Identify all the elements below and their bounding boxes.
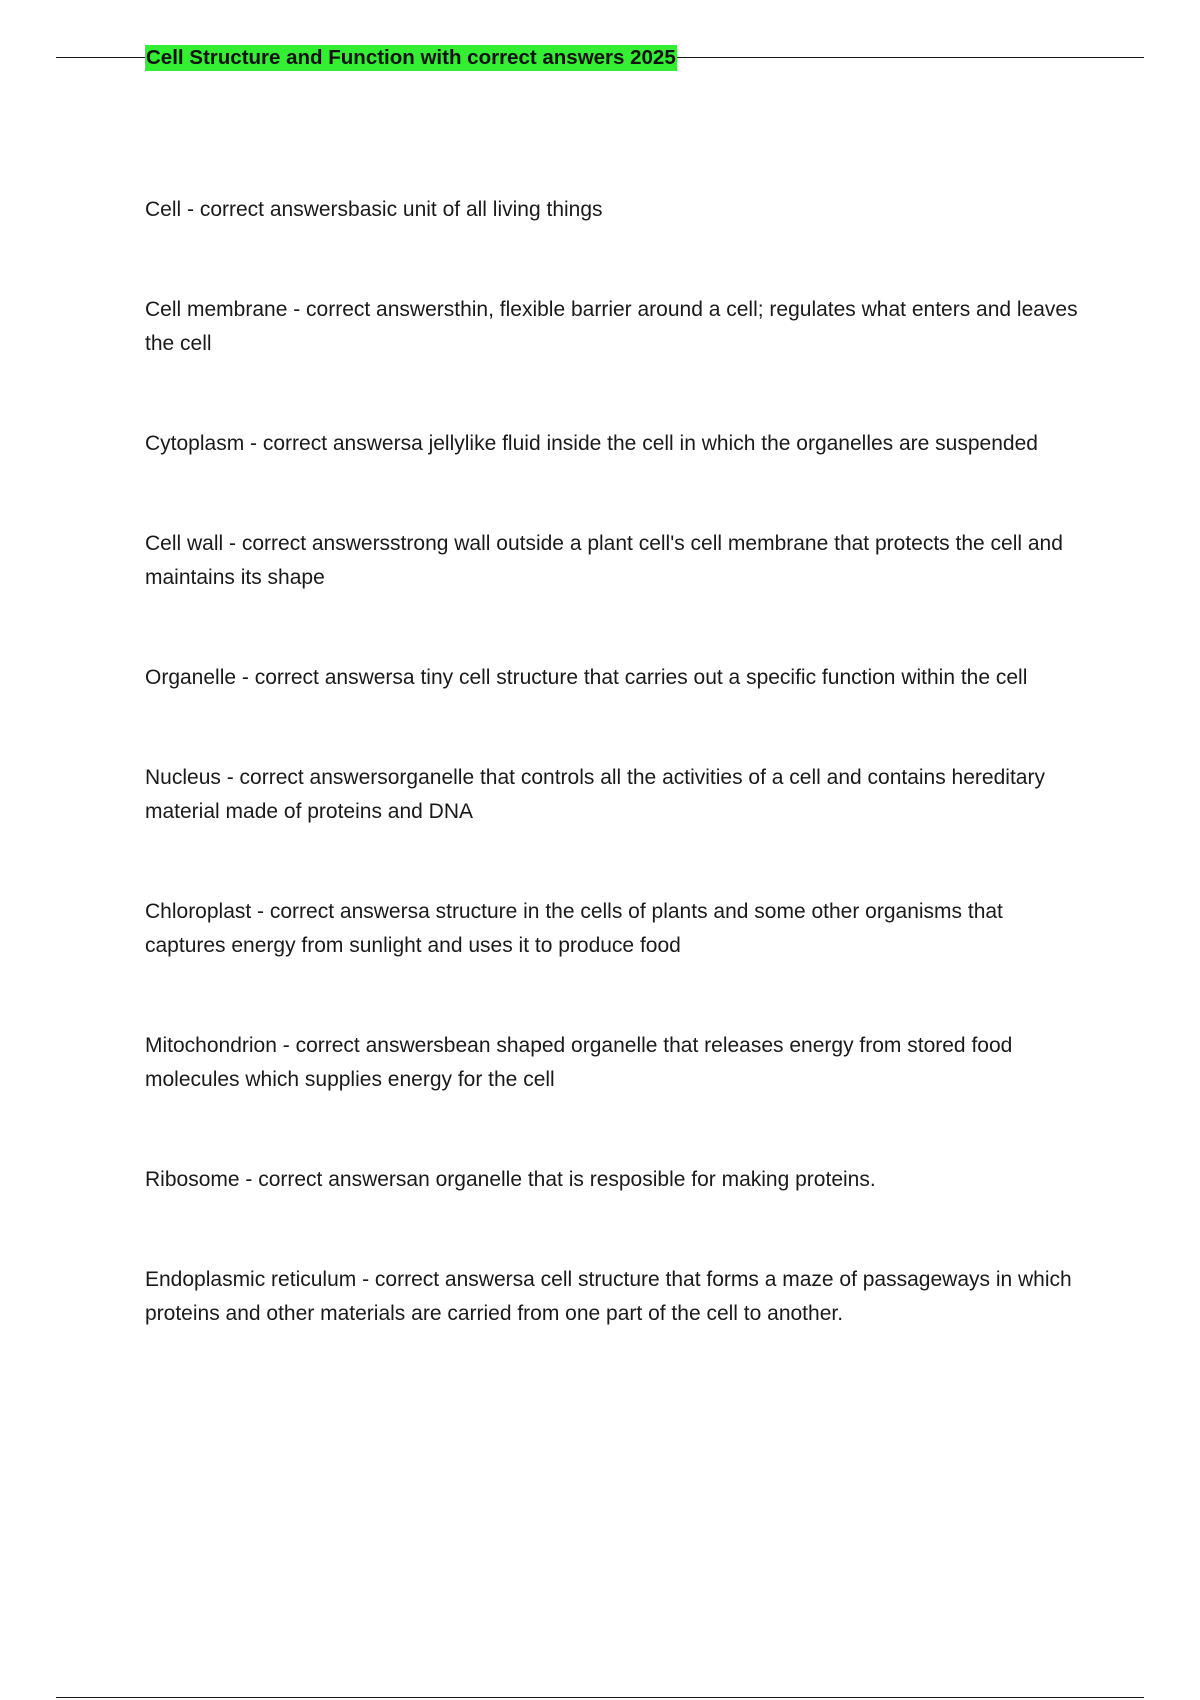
entry-ribosome: Ribosome - correct answersan organelle that is resposible for making proteins. (145, 1168, 876, 1191)
entry-endoplasmic-reticulum: Endoplasmic reticulum - correct answersa cell structure that forms a maze of passageways in which proteins and other materials are carried from one part of the cell to another. (145, 1268, 1072, 1325)
entry-list (145, 193, 1085, 1397)
entry-cytoplasm: Cytoplasm - correct answersa jellylike fluid inside the cell in which the organelles are suspended (145, 432, 1038, 455)
entry-cell: Cell - correct answersbasic unit of all living things (145, 198, 603, 221)
footer-rule (56, 1697, 1144, 1698)
entry-chloroplast: Chloroplast - correct answersa structure in the cells of plants and some other organisms that captures energy from sunlight and uses it to produce food (145, 900, 1003, 957)
entry-cell-membrane: Cell membrane - correct answersthin, flexible barrier around a cell; regulates what enters and leaves the cell (145, 298, 1078, 355)
entry-nucleus: Nucleus - correct answersorganelle that controls all the activities of a cell and contains hereditary material made of proteins and DNA (145, 766, 1045, 823)
entry-cell-wall: Cell wall - correct answersstrong wall outside a plant cell's cell membrane that protects the cell and maintains its shape (145, 532, 1063, 589)
document-title: Cell Structure and Function with correct answers 2025 (146, 46, 676, 69)
entry-organelle: Organelle - correct answersa tiny cell structure that carries out a specific function within the cell (145, 666, 1028, 689)
entry-mitochondrion: Mitochondrion - correct answersbean shaped organelle that releases energy from stored food molecules which supplies energy for the cell (145, 1034, 1013, 1091)
